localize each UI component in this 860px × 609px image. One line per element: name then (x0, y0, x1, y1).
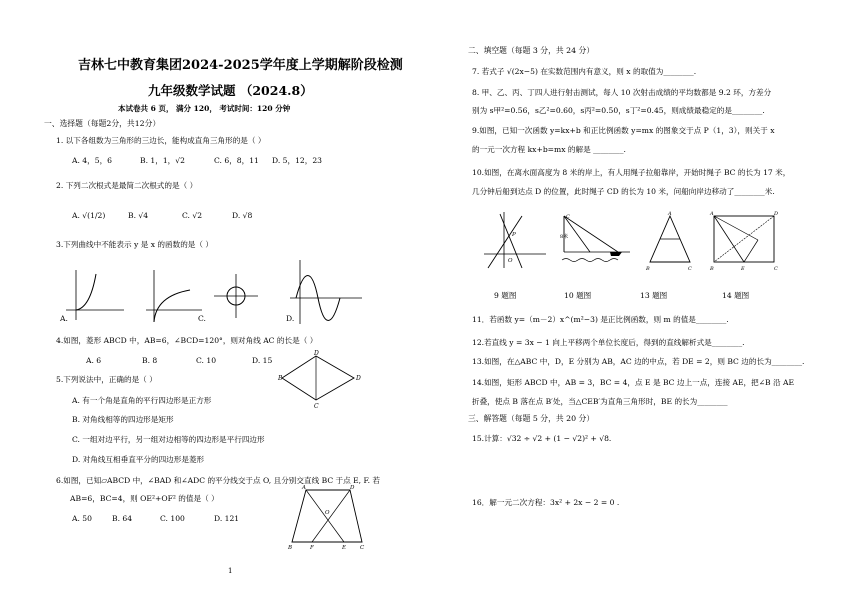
q5-option-c: C. 一组对边平行，另一组对边相等的四边形是平行四边形 (72, 435, 265, 444)
question-6-line1: 6.如图，已知▱ABCD 中，∠BAD 和∠ADC 的平分线交于点 O, 且分别交直线 BC 于点 E, F. 若 (56, 476, 381, 485)
svg-text:B: B (710, 266, 714, 272)
q3-graph-c (212, 272, 262, 322)
q6-option-c: C. 100 (160, 514, 185, 523)
svg-text:C: C (688, 266, 692, 272)
question-6-line2: AB=6，BC=4，则 OE²+OF² 的值是（ ） (70, 494, 219, 503)
q1-option-a: A. 4，5，6 (72, 156, 112, 165)
q3-label-c-left: C. (198, 314, 206, 323)
q6-option-b: B. 64 (112, 514, 133, 523)
fig9-graph (482, 210, 552, 270)
fig13-triangle (646, 212, 696, 270)
svg-text:A: A (710, 211, 714, 217)
fig10-caption: 10 题图 (564, 291, 592, 300)
svg-text:B: B (278, 375, 283, 382)
question-15: 15.计算：√32 ÷ √2 + (1 − √2)² + √8. (472, 434, 612, 443)
fig13-caption: 13 题图 (640, 291, 668, 300)
question-12: 12.若直线 y = 3x − 1 向上平移两个单位长度后，得到的直线解析式是________. (472, 338, 745, 347)
svg-text:A: A (668, 211, 672, 217)
q4-option-b: B. 8 (142, 356, 158, 365)
question-8-line1: 8. 甲、乙、丙、丁四人进行射击测试，每人 10 次射击成绩的平均数都是 9.2 环，方差分 (472, 88, 772, 97)
exam-title: 吉林七中教育集团2024-2025学年度上学期解阶段检测 (78, 58, 403, 73)
svg-text:B: B (646, 266, 650, 272)
q5-option-d: D. 对角线互相垂直平分的四边形是菱形 (72, 455, 205, 464)
fig10-boat (560, 212, 640, 270)
question-10-line2: 几分钟后船到达点 D 的位置，此时绳子 CD 的长为 10 米，问船向岸边移动了________米. (472, 187, 775, 196)
q5-option-a: A. 有一个角是直角的平行四边形是正方形 (72, 396, 212, 405)
svg-text:D: D (350, 485, 355, 491)
svg-text:B: B (288, 545, 293, 551)
svg-text:C: C (774, 266, 778, 272)
q1-option-c: C. 6，8，11 (214, 156, 259, 165)
q4-option-c: C. 10 (196, 356, 217, 365)
question-1: 1. 以下各组数为三角形的三边长，能构成直角三角形的是（ ） (56, 136, 266, 145)
fig14-rectangle (710, 212, 780, 270)
question-10-line1: 10.如图，在离水面高度为 8 米的岸上，有人用绳子拉船靠岸，开始时绳子 BC 的长为 17 米， (472, 168, 791, 177)
q4-option-a: A. 6 (86, 356, 102, 365)
fig14-caption: 14 题图 (722, 291, 750, 300)
svg-text:8米: 8米 (560, 234, 569, 240)
q3-graph-a (62, 264, 132, 324)
q3-label-d: D. (286, 314, 295, 323)
question-2: 2. 下列二次根式是最简二次根式的是（ ） (56, 181, 198, 190)
q6-option-a: A. 50 (72, 514, 92, 523)
q2-option-d: D. √8 (232, 211, 253, 220)
q2-option-c: C. √2 (182, 211, 203, 220)
question-16: 16．解一元二次方程：3x² + 2x − 2 = 0 . (472, 498, 620, 507)
q3-label-a: A. (60, 314, 68, 323)
section-answer-heading: 三、解答题（每题 5 分，共 20 分） (468, 414, 595, 423)
question-9-line1: 9.如图，已知一次函数 y=kx+b 和正比例函数 y=mx 的图象交于点 P（1，3），则关于 x (472, 126, 775, 135)
question-8-line2: 别为 s甲²=0.56，s乙²=0.60，s丙²=0.50，s丁²=0.45，则成绩最稳定的是________. (472, 106, 765, 115)
svg-text:O: O (508, 258, 513, 264)
question-14-line1: 14.如图，矩形 ABCD 中，AB = 3，BC = 4，点 E 是 BC 边上一点，连接 AE，把∠B 沿 AE (472, 378, 795, 387)
svg-text:C: C (314, 403, 319, 410)
q3-graph-d (288, 258, 368, 328)
svg-text:E: E (342, 545, 347, 551)
q2-option-a: A. √(1/2) (72, 211, 106, 220)
exam-subtitle: 九年级数学试题 （2024.8） (148, 83, 313, 98)
svg-text:D: D (356, 375, 361, 382)
q6-parallelogram-figure (288, 484, 368, 550)
svg-text:C: C (360, 545, 365, 551)
svg-text:D: D (774, 211, 779, 217)
question-5: 5.下列说法中，正确的是（ ） (56, 375, 157, 384)
q5-option-b: B. 对角线相等的四边形是矩形 (72, 415, 174, 424)
q2-option-b: B. √4 (128, 211, 149, 220)
question-13: 13.如图，在△ABC 中，D，E 分别为 AB，AC 边的中点，若 DE = 2，则 BC 边的长为________. (472, 357, 805, 366)
q6-option-d: D. 121 (214, 514, 240, 523)
page-number: 1 (228, 567, 233, 575)
q4-option-d: D. 15 (252, 356, 273, 365)
svg-text:F: F (310, 545, 314, 551)
question-4: 4.如图，菱形 ABCD 中，AB=6，∠BCD=120°，则对角线 AC 的长是（ ） (56, 336, 318, 345)
svg-text:C: C (566, 214, 570, 220)
q1-option-b: B. 1，1，√2 (140, 156, 185, 165)
question-14-line2: 折叠，使点 B 落在点 B′处，当△CEB′为直角三角形时，BE 的长为________ (472, 397, 728, 406)
question-3: 3.下列曲线中不能表示 y 是 x 的函数的是（ ） (56, 240, 213, 249)
svg-text:A: A (302, 485, 306, 491)
exam-meta: 本试卷共 6 页， 满分 120， 考试时间：120 分钟 (118, 104, 291, 113)
question-9-line2: 的一元一次方程 kx+b=mx 的解是 ________. (472, 145, 626, 154)
q4-rhombus-figure (278, 352, 362, 412)
svg-text:E: E (741, 266, 745, 272)
q1-option-d: D. 5，12，23 (272, 156, 322, 165)
svg-text:O: O (325, 510, 330, 516)
question-7: 7. 若式子 √(2x−5) 在实数范围内有意义，则 x 的取值为________. (472, 67, 697, 76)
svg-text:D: D (314, 350, 319, 357)
svg-text:P: P (512, 232, 516, 238)
question-11: 11．若函数 y=（m－2）x^(m²−3) 是正比例函数，则 m 的值是________. (472, 315, 729, 324)
section-choice-heading: 一、选择题（每题2分，共12分） (44, 119, 161, 128)
section-fill-heading: 二、填空题（每题 3 分，共 24 分） (468, 46, 595, 55)
fig9-caption: 9 题图 (494, 291, 517, 300)
